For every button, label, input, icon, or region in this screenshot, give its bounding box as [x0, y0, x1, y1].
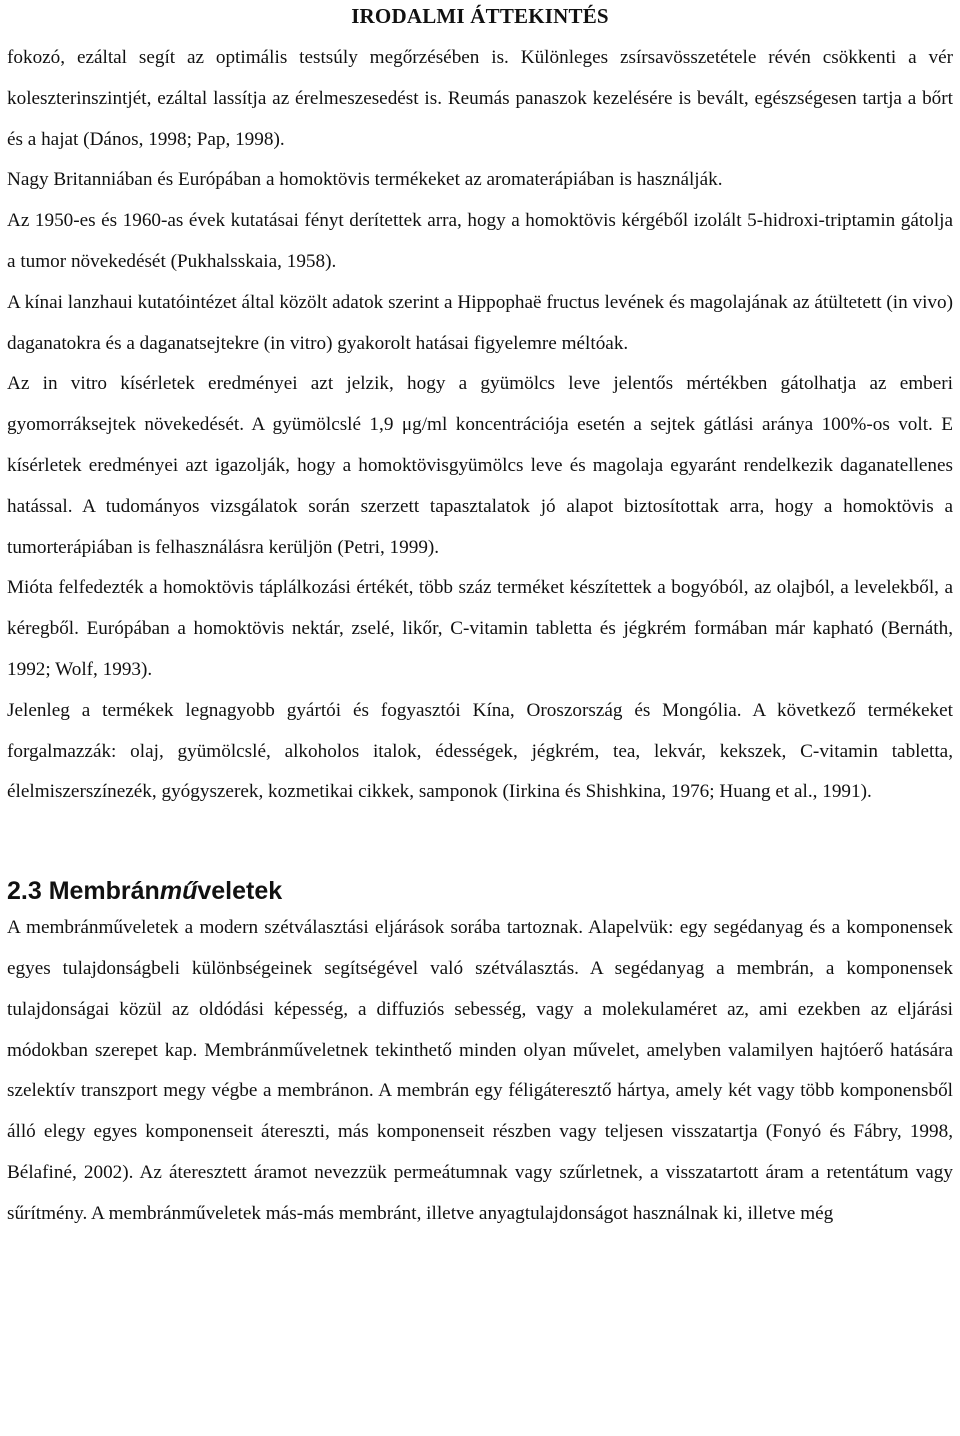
section-heading-end: veletek: [197, 877, 283, 906]
section-heading-start: 2.3 Membrán: [7, 877, 160, 906]
paragraph: Az 1950-es és 1960-as évek kutatásai fényt derítettek arra, hogy a homoktövis kérgéből izolált 5-hidroxi-triptamin gátolja a tumor növekedését (Pukhalsskaia, 1958).: [7, 210, 953, 272]
paragraph: Jelenleg a termékek legnagyobb gyártói és fogyasztói Kína, Oroszország és Mongólia. A következő termékeket forgalmazzák: olaj, gyümölcslé, alkoholos italok, édességek, jégkrém, tea, lekvár, kekszek, C-vitamin tabletta, élelmiszerszínezék, gyógyszerek, kozmetikai cikkek, samponok (Iirkina és Shishkina, 1976; Huang et al., 1991).: [7, 699, 953, 803]
paragraph: Nagy Britanniában és Európában a homoktövis termékeket az aromaterápiában is használják.: [7, 169, 723, 191]
page-body: [7, 38, 953, 1235]
paragraph: Mióta felfedezték a homoktövis táplálkozási értékét, több száz terméket készítettek a bogyóból, az olajból, a levelekből, a kéregből. Európában a homoktövis nektár, zselé, likőr, C-vitamin tabletta és jégkrém formában már kapható (Bernáth, 1992; Wolf, 1993).: [7, 577, 953, 680]
section-heading-italic: mű: [159, 877, 198, 906]
paragraph: A kínai lanzhaui kutatóintézet által közölt adatok szerint a Hippophaë fructus levének és magolajának az átültetett (in vivo) daganatokra és a daganatsejtekre (in vitro) gyakorolt hatásai figyelemre méltóak.: [7, 291, 953, 354]
section-spacer: [7, 813, 953, 871]
section-heading: [7, 871, 953, 908]
section-paragraph: A membránműveletek a modern szétválasztási eljárások sorába tartoznak. Alapelvük: egy segédanyag és a komponensek egyes tulajdonságbeli különbségeinek segítségével való szétválasztás. A segédanyag a membrán, a komponensek tulajdonságai közül az oldódási képesség, a diffuziós sebesség, vagy a molekulaméret az, ami ezekben az eljárási módokban szerepet kap. Membránműveletnek tekinthető minden olyan művelet, amelyben valamilyen hajtóerő hatására szelektív transzport megy végbe a membránon. A membrán egy féligáteresztő hártya, amely két vagy több komponensből álló elegy egyes komponenseit átereszti, más komponenseit részben vagy teljesen visszatartja (Fonyó és Fábry, 1998, Bélafiné, 2002). Az áteresztett áramot nevezzük permeátumnak vagy szűrletnek, a visszatartott áram a retentátum vagy sűrítmény. A membránműveletek más-más membránt, illetve anyagtulajdonságot használnak ki, illetve még: [7, 917, 953, 1224]
paragraph: Az in vitro kísérletek eredményei azt jelzik, hogy a gyümölcs leve jelentős mértékben gátolhatja az emberi gyomorráksejtek növekedését. A gyümölcslé 1,9 μg/ml koncentrációja esetén a sejtek gátlási aránya 100%-os volt. E kísérletek eredményei azt igazolják, hogy a homoktövisgyümölcs leve és magolaja egyaránt rendelkezik daganatellenes hatással. A tudományos vizsgálatok során szerzett tapasztalatok jó alapot biztosítottak arra, hogy a homoktövis a tumorterápiában is felhasználásra kerüljön (Petri, 1999).: [7, 373, 953, 558]
running-head: IRODALMI ÁTTEKINTÉS: [351, 4, 609, 28]
paragraph: fokozó, ezáltal segít az optimális testsúly megőrzésében is. Különleges zsírsavösszetétele révén csökkenti a vér koleszterinszintjét, ezáltal lassítja az érelmeszesedést is. Reumás panaszok kezelésére is bevált, egészségesen tartja a bőrt és a hajat (Dános, 1998; Pap, 1998).: [7, 47, 953, 150]
